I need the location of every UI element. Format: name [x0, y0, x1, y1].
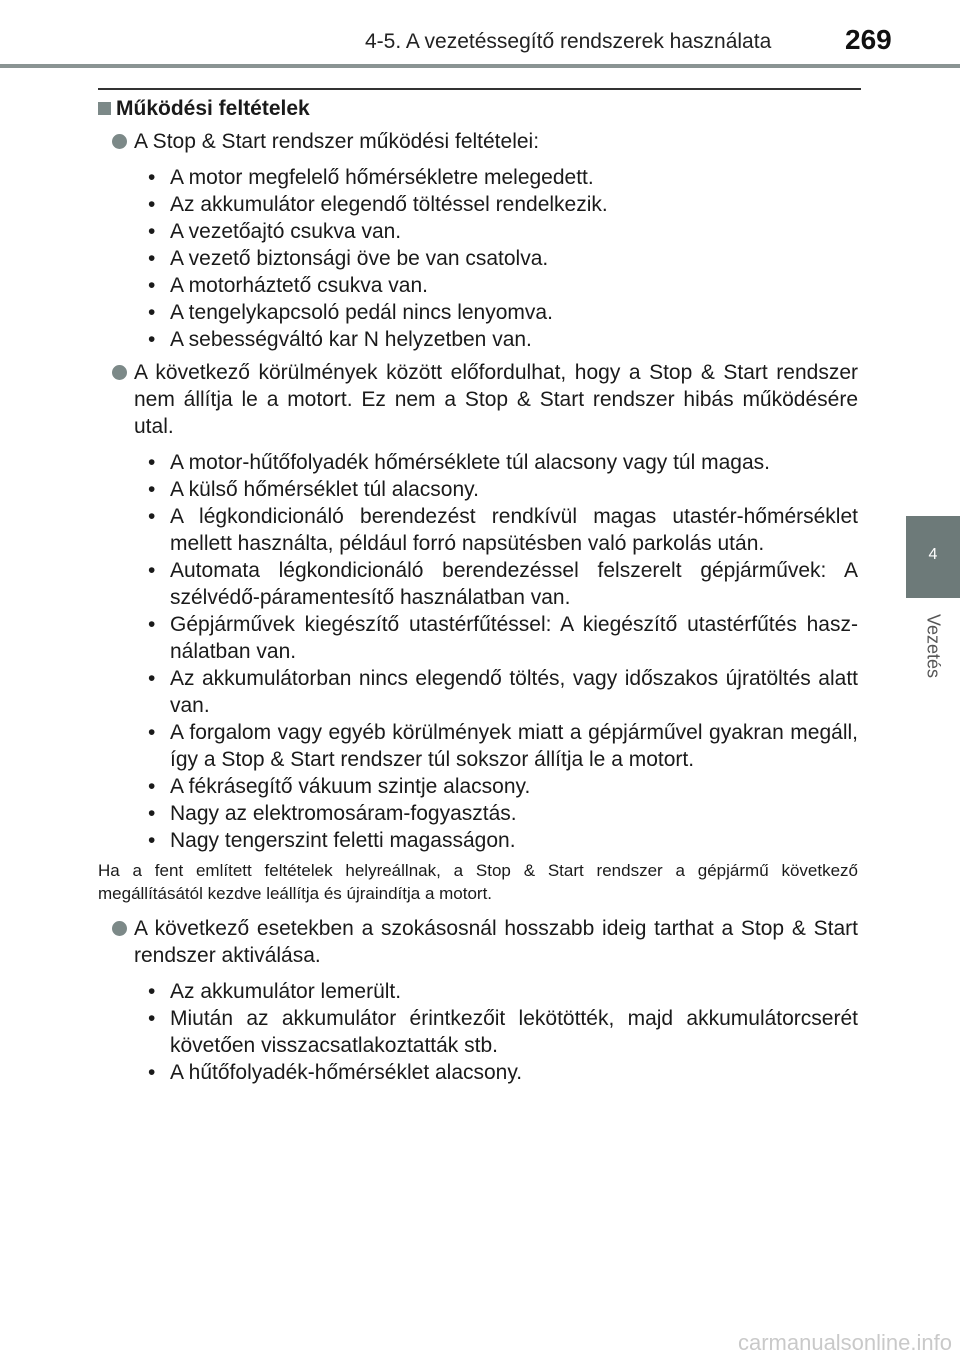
list-item-text: Nagy tengerszint feletti magasságon. — [170, 829, 516, 852]
section-heading-text: Működési feltételek — [116, 97, 310, 120]
bullet-list — [98, 978, 858, 1086]
list-item-text: A hűtőfolyadék-hőmérséklet alacsony. — [170, 1061, 523, 1084]
dot-bullet-icon: • — [148, 274, 156, 297]
square-bullet-icon — [98, 102, 111, 115]
list-item-text: A sebességváltó kar N helyzetben van. — [170, 328, 532, 351]
bullet-list — [98, 449, 858, 854]
circle-bullet-icon — [112, 921, 127, 936]
list-item — [148, 272, 858, 299]
list-item-text: A fékrásegítő vákuum szintje alacsony. — [170, 775, 531, 798]
watermark: carmanualsonline.info — [737, 1330, 952, 1355]
list-item — [148, 245, 858, 272]
list-item — [148, 611, 858, 665]
page-header — [0, 0, 960, 64]
list-item-text: Miután az akkumulátor érintkezőit lekötötték, majd akkumulátorcserét követően visszacsatlakoztatták stb. — [170, 1007, 858, 1057]
header-rule — [0, 64, 960, 68]
list-item-text: Gépjárművek kiegészítő utastérfűtéssel: A kiegészítő utastérfűtés használatban van. — [170, 613, 858, 663]
list-item — [148, 978, 858, 1005]
list-item-text: Az akkumulátorban nincs elegendő töltés, vagy időszakos újratöltés alatt van. — [170, 667, 858, 717]
dot-bullet-icon: • — [148, 559, 156, 582]
circle-bullet-paragraph — [98, 359, 858, 440]
dot-bullet-icon: • — [148, 328, 156, 351]
list-item — [148, 164, 858, 191]
list-item-text: A tengelykapcsoló pedál nincs lenyomva. — [170, 301, 553, 324]
list-item — [148, 326, 858, 353]
list-item-text: A külső hőmérséklet túl alacsony. — [170, 478, 479, 501]
chapter-side-label — [909, 604, 957, 688]
dot-bullet-icon: • — [148, 478, 156, 501]
list-item — [148, 299, 858, 326]
dot-bullet-icon: • — [148, 829, 156, 852]
list-item-text: A vezető biztonsági öve be van csatolva. — [170, 247, 549, 270]
list-item-text: A motorháztető csukva van. — [170, 274, 428, 297]
dot-bullet-icon: • — [148, 505, 156, 528]
chapter-title: 4-5. A vezetéssegítő rendszerek használata — [365, 30, 772, 53]
dot-bullet-icon: • — [148, 220, 156, 243]
list-item — [148, 557, 858, 611]
dot-bullet-icon: • — [148, 451, 156, 474]
list-item — [148, 476, 858, 503]
list-item — [148, 800, 858, 827]
list-item-text: Nagy az elektromosáram-fogyasztás. — [170, 802, 517, 825]
list-item — [148, 773, 858, 800]
main-content — [98, 95, 858, 1091]
list-item — [148, 503, 858, 557]
dot-bullet-icon: • — [148, 613, 156, 636]
dot-bullet-icon: • — [148, 775, 156, 798]
dot-bullet-icon: • — [148, 980, 156, 1003]
dot-bullet-icon: • — [148, 247, 156, 270]
dot-bullet-icon: • — [148, 193, 156, 216]
chapter-side-label-text: Vezetés — [923, 613, 944, 679]
chapter-tab — [906, 516, 960, 598]
dot-bullet-icon: • — [148, 1061, 156, 1084]
list-item — [148, 1005, 858, 1059]
list-item-text: Az akkumulátor elegendő töltéssel rendelkezik. — [170, 193, 608, 216]
dot-bullet-icon: • — [148, 166, 156, 189]
circle-bullet-icon — [112, 134, 127, 149]
list-item-text: A motor-hűtőfolyadék hőmérséklete túl alacsony vagy túl magas. — [170, 451, 770, 474]
bullet-list — [98, 164, 858, 353]
dot-bullet-icon: • — [148, 667, 156, 690]
list-item-text: Automata légkondicionáló berendezéssel felszerelt gépjárművek: A szélvédő-páramentesítő használatban van. — [170, 559, 858, 609]
list-item-text: Az akkumulátor lemerült. — [170, 980, 402, 1003]
dot-bullet-icon: • — [148, 721, 156, 744]
list-item — [148, 827, 858, 854]
list-item — [148, 218, 858, 245]
paragraph-text: A Stop & Start rendszer működési feltételei: — [134, 130, 540, 153]
dot-bullet-icon: • — [148, 301, 156, 324]
paragraph-text: A következő körülmények között előfordulhat, hogy a Stop & Start rendszer nem állítja le a motort. Ez nem a Stop & Start rendszer hibás működésére utal. — [134, 361, 858, 438]
dot-bullet-icon: • — [148, 802, 156, 825]
list-item — [148, 191, 858, 218]
section-heading — [98, 95, 858, 122]
list-item-text: A motor megfelelő hőmérsékletre melegedett. — [170, 166, 594, 189]
circle-bullet-paragraph — [98, 128, 858, 155]
content-top-rule — [98, 88, 861, 90]
list-item-text: A légkondicionáló berendezést rendkívül magas utastér-hőmérséklet mellett használta, például forró napsütésben való parkolás után. — [170, 505, 858, 555]
circle-bullet-paragraph — [98, 915, 858, 969]
list-item — [148, 665, 858, 719]
circle-bullet-icon — [112, 365, 127, 380]
list-item — [148, 1059, 858, 1086]
page-number: 269 — [845, 24, 892, 55]
list-item — [148, 719, 858, 773]
paragraph-text: A következő esetekben a szokásosnál hosszabb ideig tarthat a Stop & Start rendszer aktiválása. — [134, 917, 858, 967]
list-item-text: A vezetőajtó csukva van. — [170, 220, 402, 243]
list-item-text: A forgalom vagy egyéb körülmények miatt a gépjárművel gyakran megáll, így a Stop & Start rendszer túl sokszor állítja le a motort. — [170, 721, 858, 771]
dot-bullet-icon: • — [148, 1007, 156, 1030]
chapter-tab-number: 4 — [928, 546, 938, 563]
list-item — [148, 449, 858, 476]
note-text: Ha a fent említett feltételek helyreállnak, a Stop & Start rendszer a gépjármű következő megállításától kezdve leállítja és újraindítja a motort. — [98, 861, 858, 903]
